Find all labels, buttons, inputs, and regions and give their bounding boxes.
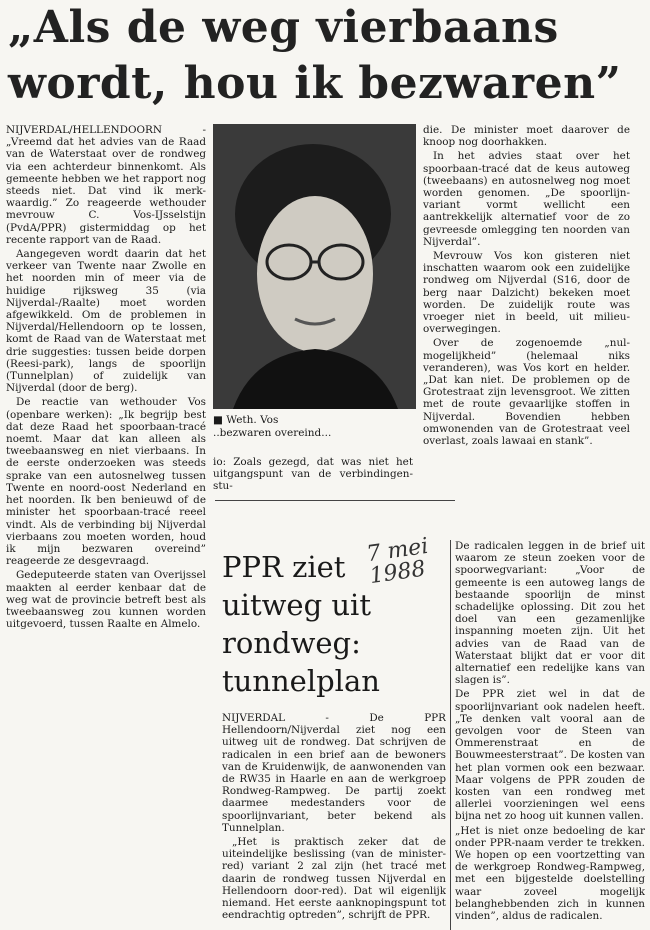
article1-column-3 xyxy=(423,124,630,492)
handwritten-date: 7 mei 1988 xyxy=(365,533,430,590)
article1-column-2-bottom xyxy=(213,456,413,495)
column-divider xyxy=(450,540,451,930)
article2-paragraph: De PPR ziet wel in dat de spoorlijnvariant ook nadelen heeft. „Te denken valt vooral aan de gevolgen voor de Steen van Ommerenstraat en de Bouwmeesterstraat”. De kosten van het plan vormen ook een bezwaar. Maar volgens de PPR zouden de kosten van een rondweg met allerlei voorzieningen wel eens bijna net zo hoog uit kunnen vallen. xyxy=(455,688,645,823)
article2-paragraph: „Het is praktisch zeker dat de uiteindelijke beslissing (van de minister-red) variant 2 zal zijn (het tracé met daarin de rondweg tussen Nijverdal en Hellendoorn door-red). Dat wil eigenlijk niemand. Het eerste aanknopingspunt tot eendrachtig optreden”, schrijft de PPR. xyxy=(222,836,446,922)
article1-paragraph: die. De minister moet daarover de knoop nog doorhakken. xyxy=(423,124,630,149)
divider xyxy=(215,500,455,501)
article1-paragraph: Aangegeven wordt daarin dat het verkeer van Twente naar Zwolle en het noorden min of meer via de huidige rijksweg 35 (via Nijverdal-/Raalte) moet worden afgewikkeld. Om de problemen in Nijverdal/Hellendoorn op te lossen, komt de Raad van de Waterstaat met drie suggesties: tussen beide dorpen (Reesi-park), langs de spoorlijn (Tunnelplan) of zuidelijk van Nijverdal (door de berg). xyxy=(6,248,206,395)
caption-line-1: ■ Weth. Vos xyxy=(213,414,279,426)
photo-caption xyxy=(213,414,413,440)
headline-line-1: „Als de weg vierbaans xyxy=(8,2,559,53)
article2-paragraph: NIJVERDAL - De PPR Hellendoorn/Nijverdal ziet nog een uitweg uit de rondweg. Dat schrijven de radicalen in een brief aan de bewoners van de Kruidenwijk, de aanwonenden van de RW35 in Haarle en aan de werkgroep Rondweg-Rampweg. De partij zoekt daarmee medestanders voor de spoorlijnvariant, beter bekend als Tunnelplan. xyxy=(222,712,446,834)
article2-subhead: PPR ziet uitweg uit rondweg: tunnelplan xyxy=(222,550,380,698)
caption-line-2: ..bezwaren overeind... xyxy=(213,427,332,439)
article1-paragraph: Over de zogenoemde „nul-mogelijkheid” (helemaal niks veranderen), was Vos kort en helder. „Dat kan niet. De problemen op de Grotestraat zijn levensgroot. We zitten met de route gevaarlijke stoffen in Nijverdal. Bovendien hebben omwonenden van de Grotestraat veel overlast, zoals lawaai en stank”. xyxy=(423,337,630,448)
article1-paragraph: NIJVERDAL/HELLENDOORN - „Vreemd dat het advies van de Raad van de Waterstaat over de rondweg via een achterdeur binnenkomt. Als gemeente hebben we het rapport nog steeds niet. Dat vind ik merk-waardig.” Zo reageerde wethouder mevrouw C. Vos-IJsselstijn (PvdA/PPR) gistermiddag op het recente rapport van de Raad. xyxy=(6,124,206,246)
article1-paragraph: Gedeputeerde staten van Overijssel maakten al eerder kenbaar dat de weg wat de provincie betreft best als tweebaansweg zou kunnen worden uitgevoerd, tussen Raalte en Almelo. xyxy=(6,569,206,631)
article2-paragraph: De radicalen leggen in de brief uit waarom ze steun zoeken voor de spoorwegvariant: „Voor de gemeente is een autoweg langs de bestaande spoorlijn de minst schadelijke oplossing. Dit zou het doel van een gezamenlijke inspanning moeten zijn. Uit het advies van de Raad van de Waterstaat blijkt dat er voor dit alternatief een redelijke kans van slagen is”. xyxy=(455,540,645,687)
article1-column-1 xyxy=(6,124,206,684)
headline-line-2: wordt, hou ik bezwaren” xyxy=(8,58,622,109)
portrait-photo xyxy=(213,124,416,409)
article1-paragraph: Mevrouw Vos kon gisteren niet inschatten waarom ook een zuidelijke rondweg om Nijverdal (S16, door de berg naar Dalzicht) bekeken moet worden. De zuidelijk route was vroeger niet in beeld, uit milieu-overwegingen. xyxy=(423,250,630,336)
article1-paragraph: io: Zoals gezegd, dat was niet het uitgangspunt van de verbindingen-stu- xyxy=(213,456,413,493)
article1-paragraph: De reactie van wethouder Vos (openbare werken): „Ik begrijp best dat deze Raad het spoorbaan-tracé noemt. Maar dat kan alleen als tweebaansweg en niet vierbaans. In de eerste onderzoeken was steeds sprake van een autosnelweg tussen Twente en noord-oost Nederland en het noorden. Ik ben benieuwd of de minister het spoorbaan-tracé reeel vindt. Als de verbinding bij Nijverdal vierbaans zou moeten worden, houd ik mijn bezwaren overeind” reageerde ze desgevraagd. xyxy=(6,396,206,568)
article2-column-left xyxy=(222,712,446,930)
portrait-icon xyxy=(213,124,416,409)
article1-paragraph: In het advies staat over het spoorbaan-tracé dat de keus autoweg (tweebaans) en autosnelweg nog moet worden genomen. „De spoorlijn-variant vormt wellicht een aantrekkelijk alternatief voor de zo gevreesde omlegging ten noorden van Nijverdal”. xyxy=(423,150,630,248)
article2-paragraph: „Het is niet onze bedoeling de kar onder PPR-naam verder te trekken. We hopen op een voortzetting van de werkgroep Rondweg-Rampweg, met een bijgestelde doelstelling waar zoveel mogelijk belanghebbenden zich in kunnen vinden”, aldus de radicalen. xyxy=(455,824,645,923)
article2-column-right xyxy=(455,540,645,930)
headline xyxy=(8,0,648,112)
